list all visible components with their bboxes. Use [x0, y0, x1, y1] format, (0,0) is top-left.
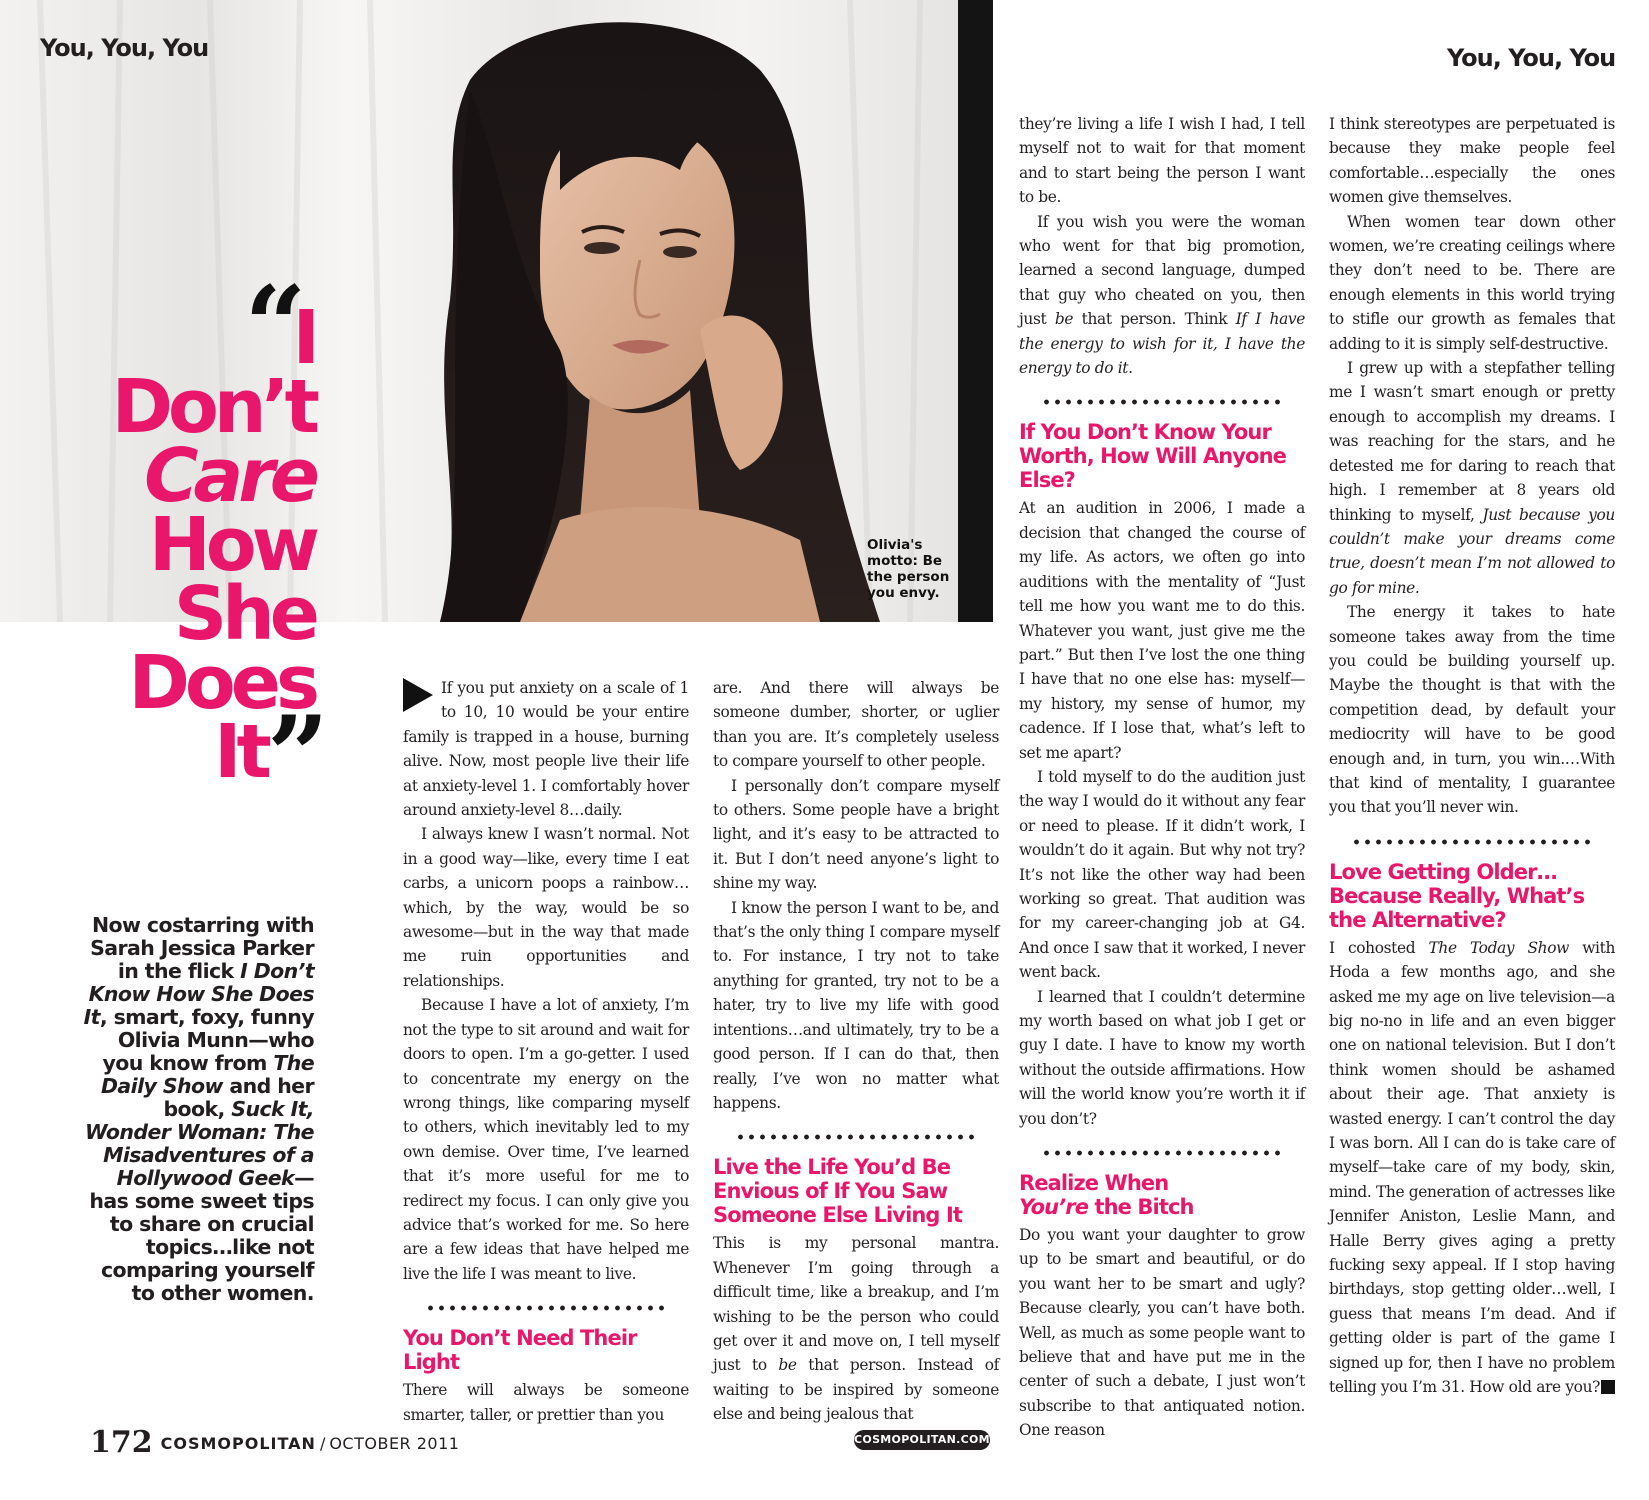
- headline-line-5: She: [173, 571, 315, 657]
- headline: [60, 263, 315, 819]
- paragraph: This is my personal mantra. Whenever I’m going through a difficult time, like a breakup, and I’m wishing to be the person who could get over it and move on, I tell myself just to be that person. Instead of waiting to be inspired by someone else and being jealous that: [713, 1234, 1000, 1424]
- paragraph: I personally don’t compare myself to others. Some people have a bright light, and it’s easy to be attracted to it. But I don’t need anyone’s light to shine my way.: [713, 776, 999, 893]
- subhead: If You Don’t Know Your Worth, How Will Anyone Else?: [1019, 420, 1286, 493]
- paragraph: If you put anxiety on a scale of 1 to 10, 10 would be your entire family is trapped in a house, burning alive. Now, most people live their life at anxiety-level 1. I comfortably hover around anxiety-level 8…daily.: [403, 679, 689, 820]
- paragraph: Because I have a lot of anxiety, I’m not the type to sit around and wait for doors to open. I’m a go-getter. I used to concentrate my energy on the wrong things, like comparing myself to others, which inevitably led to my own demise. Over time, I’ve learned that it’s more useful for me to redirect my focus. I can only give you advice that’s worked for me. So here are a few ideas that have helped me live the life I was meant to live.: [403, 996, 689, 1283]
- paragraph: There will always be someone smarter, taller, or prettier than you: [403, 1381, 689, 1424]
- paragraph: I grew up with a stepfather telling me I wasn’t smart enough or pretty enough to accomplish my dreams. I was reaching for the stars, and he detested me for daring to reach that high. I remember at 8 years old thinking to myself, Just because you couldn’t make your dreams come true, doesn’t mean I’m not allowed to go for mine.: [1329, 359, 1615, 597]
- paragraph: I always knew I wasn’t normal. Not in a good way—like, every time I eat carbs, a unicorn poops a rainbow… which, by the way, would be so awesome—but in the way that made me ruin opportunities and relationships.: [403, 825, 689, 990]
- dotted-divider: [1041, 1147, 1281, 1159]
- dotted-divider: [1041, 396, 1281, 408]
- close-quote-mark: ”: [266, 693, 315, 819]
- footer-separator: /: [319, 1434, 326, 1453]
- headline-line-2: Don’t: [111, 364, 315, 450]
- paragraph: they’re living a life I wish I had, I tell myself not to wait for that moment and to start being the person I want to be.: [1019, 115, 1305, 207]
- website-link[interactable]: COSMOPOLITAN.COM: [854, 1430, 990, 1450]
- page-number: 172: [90, 1425, 153, 1460]
- headline-line-6: Does: [128, 640, 315, 726]
- body-column-1: [403, 676, 689, 1427]
- subhead: Realize When You’re the Bitch: [1019, 1171, 1194, 1220]
- paragraph: are. And there will always be someone dumber, shorter, or uglier than you are. It’s completely useless to compare yourself to other people.: [713, 679, 999, 771]
- headline-line-1: “I: [244, 263, 315, 389]
- subhead: You Don’t Need Their Light: [403, 1326, 637, 1375]
- page-footer: [90, 1425, 459, 1460]
- headline-line-3: Care: [144, 433, 315, 519]
- paragraph: When women tear down other women, we’re creating ceilings where they don’t need to be. There are enough elements in this world trying to stifle our growth as females that adding to it is simply self-destructive.: [1329, 212, 1615, 353]
- paragraph: I know the person I want to be, and that’s the only thing I compare myself to. For instance, I try not to take anything for granted, try not to be a hater, try to live my life with good intentions…and ultimately, try to be a good person. If I can do that, then really, I’ve won no matter what happens.: [713, 898, 999, 1112]
- paragraph: The energy it takes to hate someone takes away from the time you could be building yourself up. Maybe the thought is that with the competition dead, by default your mediocrity will have to be good enough and, in turn, you win.…With that kind of mentality, I guarantee you that you’ll never win.: [1329, 603, 1615, 817]
- paragraph: I learned that I couldn’t determine my worth based on what job I get or guy I date. I have to know my worth without the outside affirmations. How will the world know you’re worth it if you don’t?: [1019, 987, 1305, 1128]
- dotted-divider: [735, 1131, 975, 1143]
- issue-date: OCTOBER 2011: [329, 1434, 460, 1453]
- dotted-divider: [1351, 836, 1591, 848]
- paragraph: I think stereotypes are perpetuated is because they make people feel comfortable…especially the ones women give themselves.: [1329, 115, 1615, 207]
- section-label-left: You, You, You: [40, 34, 209, 62]
- headline-line-4: How: [148, 502, 315, 588]
- end-mark-icon: [1601, 1380, 1615, 1394]
- subhead: Love Getting Older… Because Really, What’s the Alternative?: [1329, 859, 1585, 932]
- body-column-3: [1019, 112, 1305, 1443]
- magazine-name: COSMOPOLITAN: [160, 1434, 316, 1453]
- paragraph: I told myself to do the audition just the way I would do it without any fear or need to please. If it didn’t work, I wouldn’t do it again. But why not try? It’s not like the other way had been working so great. That audition was for my career-changing job at G4. And once I saw that it worked, I never went back.: [1019, 767, 1305, 982]
- play-triangle-icon: [403, 678, 433, 712]
- paragraph: If you wish you were the woman who went for that big promotion, learned a second language, dumped that guy who cheated on you, then just be that person. Think If I have the energy to wish for it, I have the energy to do it.: [1019, 212, 1306, 378]
- paragraph: At an audition in 2006, I made a decision that changed the course of my life. As actors, we often go into auditions with the mentality of “Just tell me how you want me to do this. Whatever you want, just give me the part.” But then I’ve lost the one thing I have that no one else has: myself—my history, my sense of humor, my cadence. If I lose that, what’s left to set me apart?: [1019, 499, 1305, 762]
- photo-caption: Olivia's motto: Be the person you envy.: [867, 537, 950, 601]
- paragraph: I cohosted The Today Show with Hoda a few months ago, and she asked me my age on live television—a big no-no in life and an even bigger one on national television. But I don’t think women should be ashamed about their age. That anxiety is wasted energy. I can’t control the day I was born. All I can do is take care of myself—take care of my body, skin, mind. The generation of actresses like Jennifer Aniston, Leslie Mann, and Halle Berry gives aging a pretty fucking sexy appeal. If I stop having birthdays, stop getting older…well, I guess that means I’m dead. And if getting older is part of the game I signed up for, then I have no problem telling you I’m 31. How old are you?: [1329, 938, 1616, 1397]
- deck-intro: Now costarring with Sarah Jessica Parker in the flick I Don’t Know How She Does It, smart, foxy, funny Olivia Munn—who you know from The Daily Show and her book, Suck It, Wonder Woman: The Misadventures of a Hollywood Geek—has some sweet tips to share on crucial topics…like not comparing yourself to other women.: [83, 913, 314, 1305]
- open-quote-mark: “: [244, 263, 293, 389]
- body-column-2: [713, 676, 999, 1427]
- body-column-4: [1329, 112, 1615, 1400]
- dotted-divider: [425, 1302, 665, 1314]
- headline-line-7: It”: [213, 693, 315, 819]
- paragraph: Do you want your daughter to grow up to be smart and beautiful, or do you want her to be smart and ugly? Because clearly, you can’t have both. Well, as much as some people want to believe that and have put me in the center of such a debate, I just won’t subscribe to that antiquated notion. One reason: [1019, 1226, 1305, 1440]
- section-label-right: You, You, You: [1447, 44, 1616, 72]
- subhead: Live the Life You’d Be Envious of If You Saw Someone Else Living It: [713, 1155, 963, 1228]
